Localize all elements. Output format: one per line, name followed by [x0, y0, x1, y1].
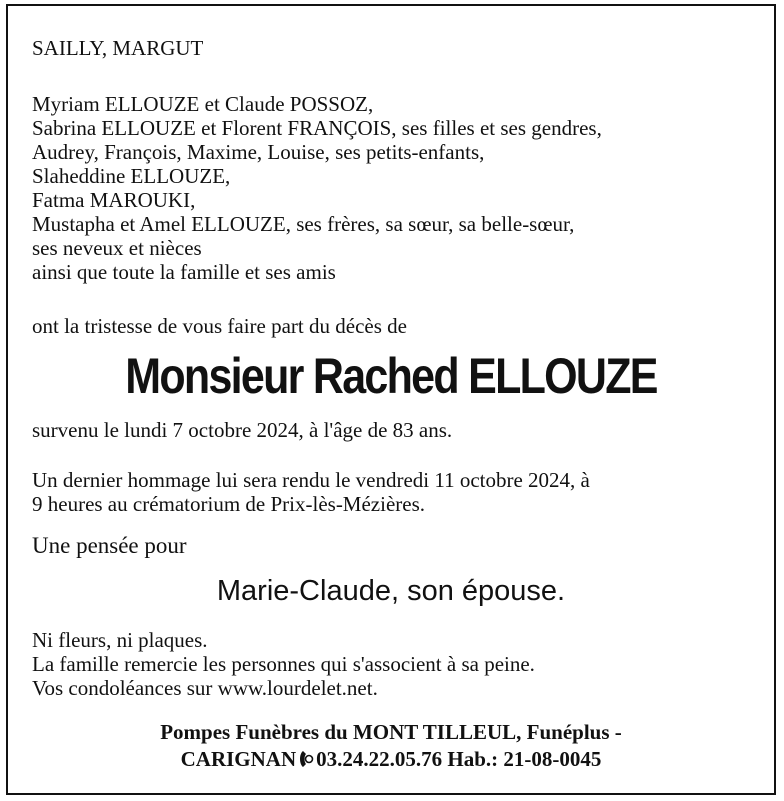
closing-line: Vos condoléances sur www.lourdelet.net.: [32, 676, 378, 700]
funeral-home-contact: [8, 746, 774, 772]
funeral-home-phone: 03.24.22.05.76 Hab.: 21-08-0045: [316, 747, 602, 771]
deceased-name: Monsieur Rached ELLOUZE: [125, 348, 657, 404]
ceremony-line: 9 heures au crématorium de Prix-lès-Mézières.: [32, 492, 426, 516]
obituary-notice: [6, 4, 776, 795]
thought-intro: Une pensée pour: [32, 533, 187, 558]
family-line: Myriam ELLOUZE et Claude POSSOZ,: [32, 92, 374, 116]
date-line: survenu le lundi 7 octobre 2024, à l'âge de 83 ans.: [32, 418, 453, 442]
family-line: Mustapha et Amel ELLOUZE, ses frères, sa sœur, sa belle-sœur,: [32, 212, 575, 236]
closing-line: Ni fleurs, ni plaques.: [32, 628, 208, 652]
family-line: Audrey, François, Maxime, Louise, ses petits-enfants,: [32, 140, 485, 164]
phone-icon: [298, 748, 314, 766]
spouse-name: Marie-Claude, son épouse.: [216, 575, 566, 607]
funeral-home-line: Pompes Funèbres du MONT TILLEUL, Funéplus -: [160, 720, 622, 744]
announcement: ont la tristesse de vous faire part du décès de: [32, 314, 407, 338]
family-line: Slaheddine ELLOUZE,: [32, 164, 231, 188]
place-header: SAILLY, MARGUT: [32, 36, 204, 60]
closing-line: La famille remercie les personnes qui s'associent à sa peine.: [32, 652, 535, 676]
ceremony-line: Un dernier hommage lui sera rendu le vendredi 11 octobre 2024, à: [32, 468, 590, 492]
family-line: Sabrina ELLOUZE et Florent FRANÇOIS, ses filles et ses gendres,: [32, 116, 602, 140]
family-line: ainsi que toute la famille et ses amis: [32, 260, 336, 284]
funeral-home-city: CARIGNAN: [180, 747, 297, 771]
family-line: ses neveux et nièces: [32, 236, 202, 260]
family-line: Fatma MAROUKI,: [32, 188, 196, 212]
